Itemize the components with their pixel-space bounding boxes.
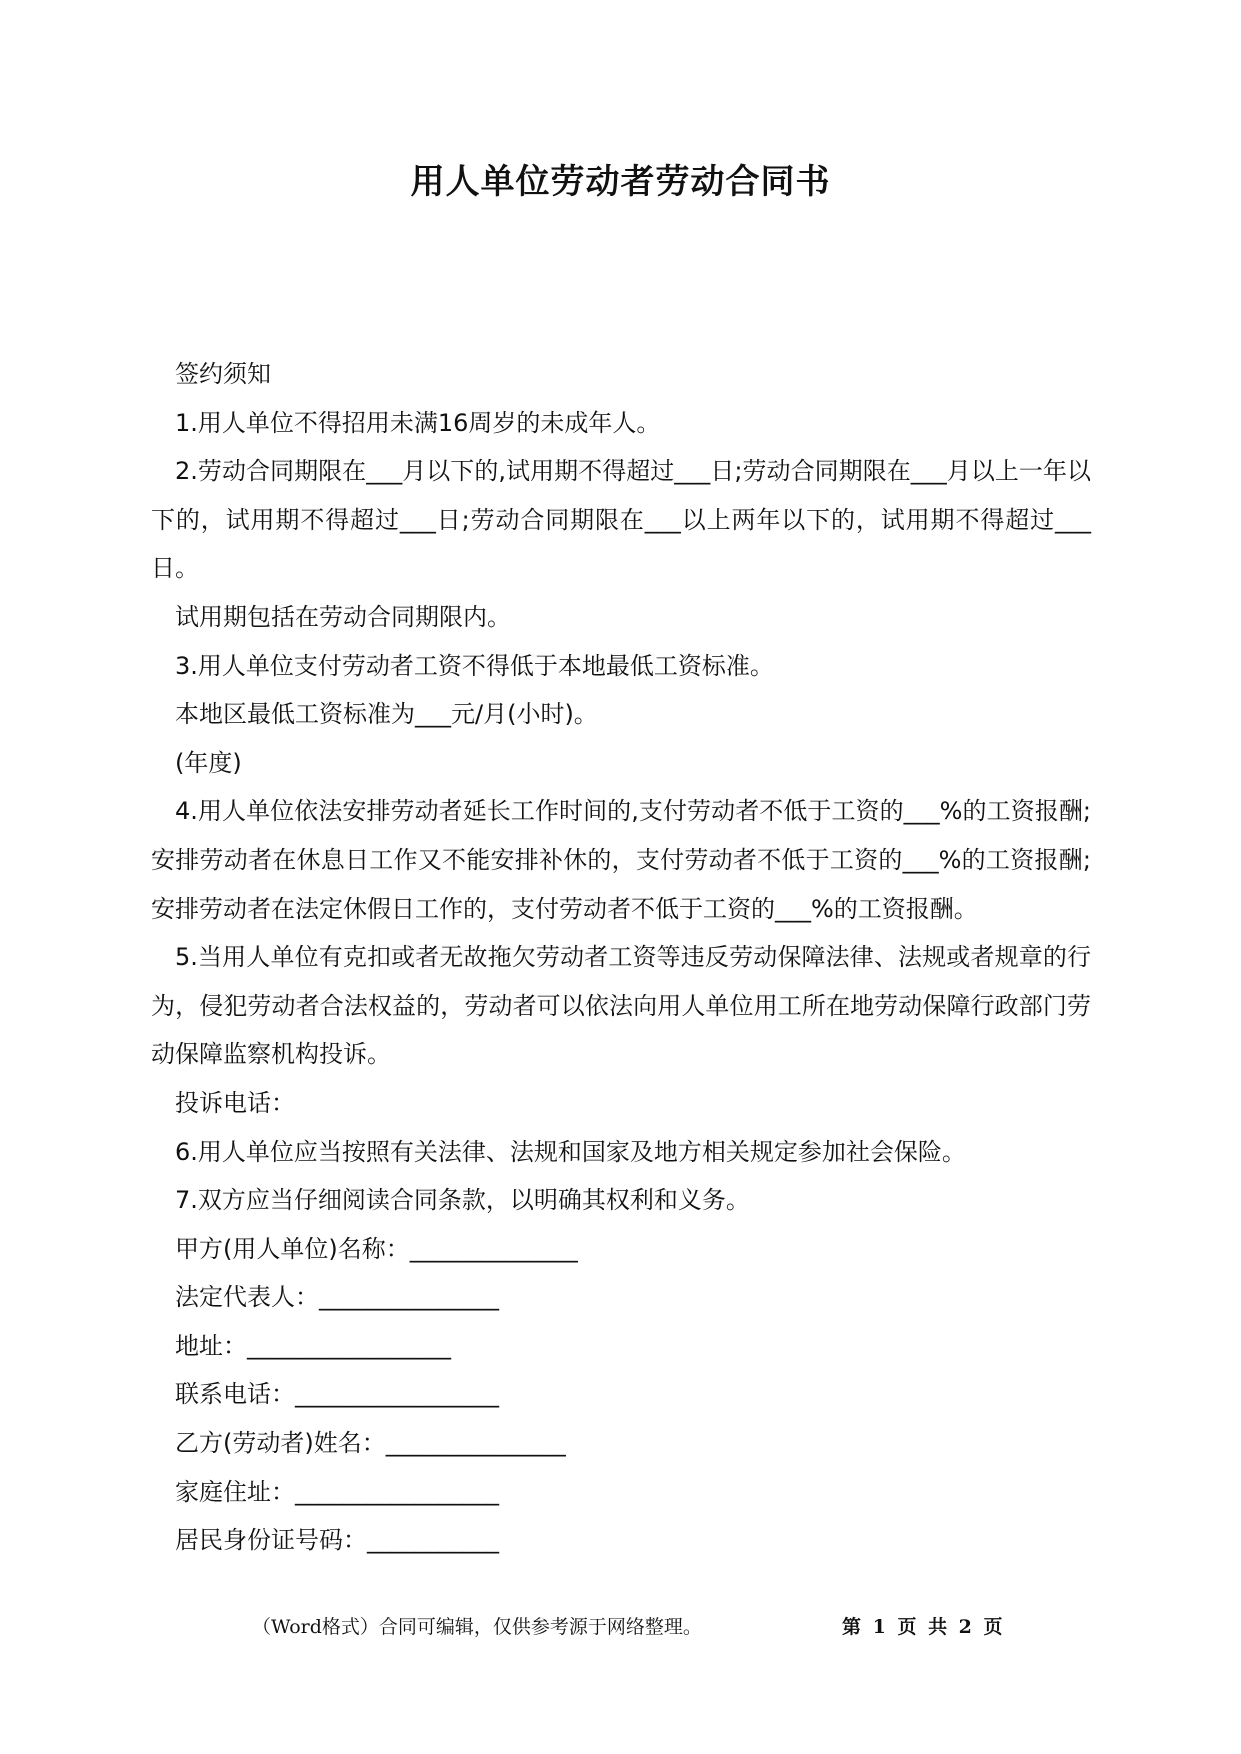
document-title: 用人单位劳动者劳动合同书	[410, 162, 831, 202]
field-party-a-name: 甲方(用人单位)名称：______________	[175, 1234, 578, 1263]
section-heading-signing-notice: 签约须知	[175, 360, 271, 388]
notice-item-1: 1.用人单位不得招用未满16周岁的未成年人。	[175, 408, 661, 437]
notice-item-3: 3.用人单位支付劳动者工资不得低于本地最低工资标准。	[175, 651, 774, 680]
page-number: 第 1 页 共 2 页	[842, 1616, 1003, 1638]
document-body	[151, 350, 1091, 1565]
notice-item-2: 2.劳动合同期限在___月以下的,试用期不得超过___日;劳动合同期限在___月以上一年以下的，试用期不得超过___日;劳动合同期限在___以上两年以下的，试用期不得超过___日。	[151, 457, 1091, 583]
notice-item-5: 5.当用人单位有克扣或者无故拖欠劳动者工资等违反劳动保障法律、法规或者规章的行为，侵犯劳动者合法权益的，劳动者可以依法向用人单位用工所在地劳动保障行政部门劳动保障监察机构投诉。	[151, 943, 1091, 1069]
notice-note-probation: 试用期包括在劳动合同期限内。	[175, 602, 511, 631]
field-legal-representative: 法定代表人：_______________	[175, 1283, 499, 1312]
notice-item-4: 4.用人单位依法安排劳动者延长工作时间的,支付劳动者不低于工资的___%的工资报酬;安排劳动者在休息日工作又不能安排补休的，支付劳动者不低于工资的___%的工资报酬;安排劳动者在法定休假日工作的，支付劳动者不低于工资的___%的工资报酬。	[151, 797, 1091, 923]
field-party-b-name: 乙方(劳动者)姓名：_______________	[175, 1429, 566, 1458]
field-address: 地址：_________________	[175, 1331, 451, 1360]
notice-year-line: (年度)	[175, 748, 242, 777]
notice-item-6: 6.用人单位应当按照有关法律、法规和国家及地方相关规定参加社会保险。	[175, 1137, 966, 1166]
field-id-number: 居民身份证号码：___________	[175, 1526, 499, 1555]
footer-note: （Word格式）合同可编辑，仅供参考源于网络整理。	[252, 1616, 702, 1638]
notice-minimum-wage-line: 本地区最低工资标准为___元/月(小时)。	[175, 700, 598, 729]
notice-item-7: 7.双方应当仔细阅读合同条款，以明确其权利和义务。	[175, 1186, 750, 1215]
field-home-address: 家庭住址：_________________	[175, 1477, 499, 1506]
page-footer	[0, 1612, 1241, 1642]
field-contact-phone: 联系电话：_________________	[175, 1380, 499, 1409]
notice-complaint-phone: 投诉电话：	[175, 1088, 295, 1117]
